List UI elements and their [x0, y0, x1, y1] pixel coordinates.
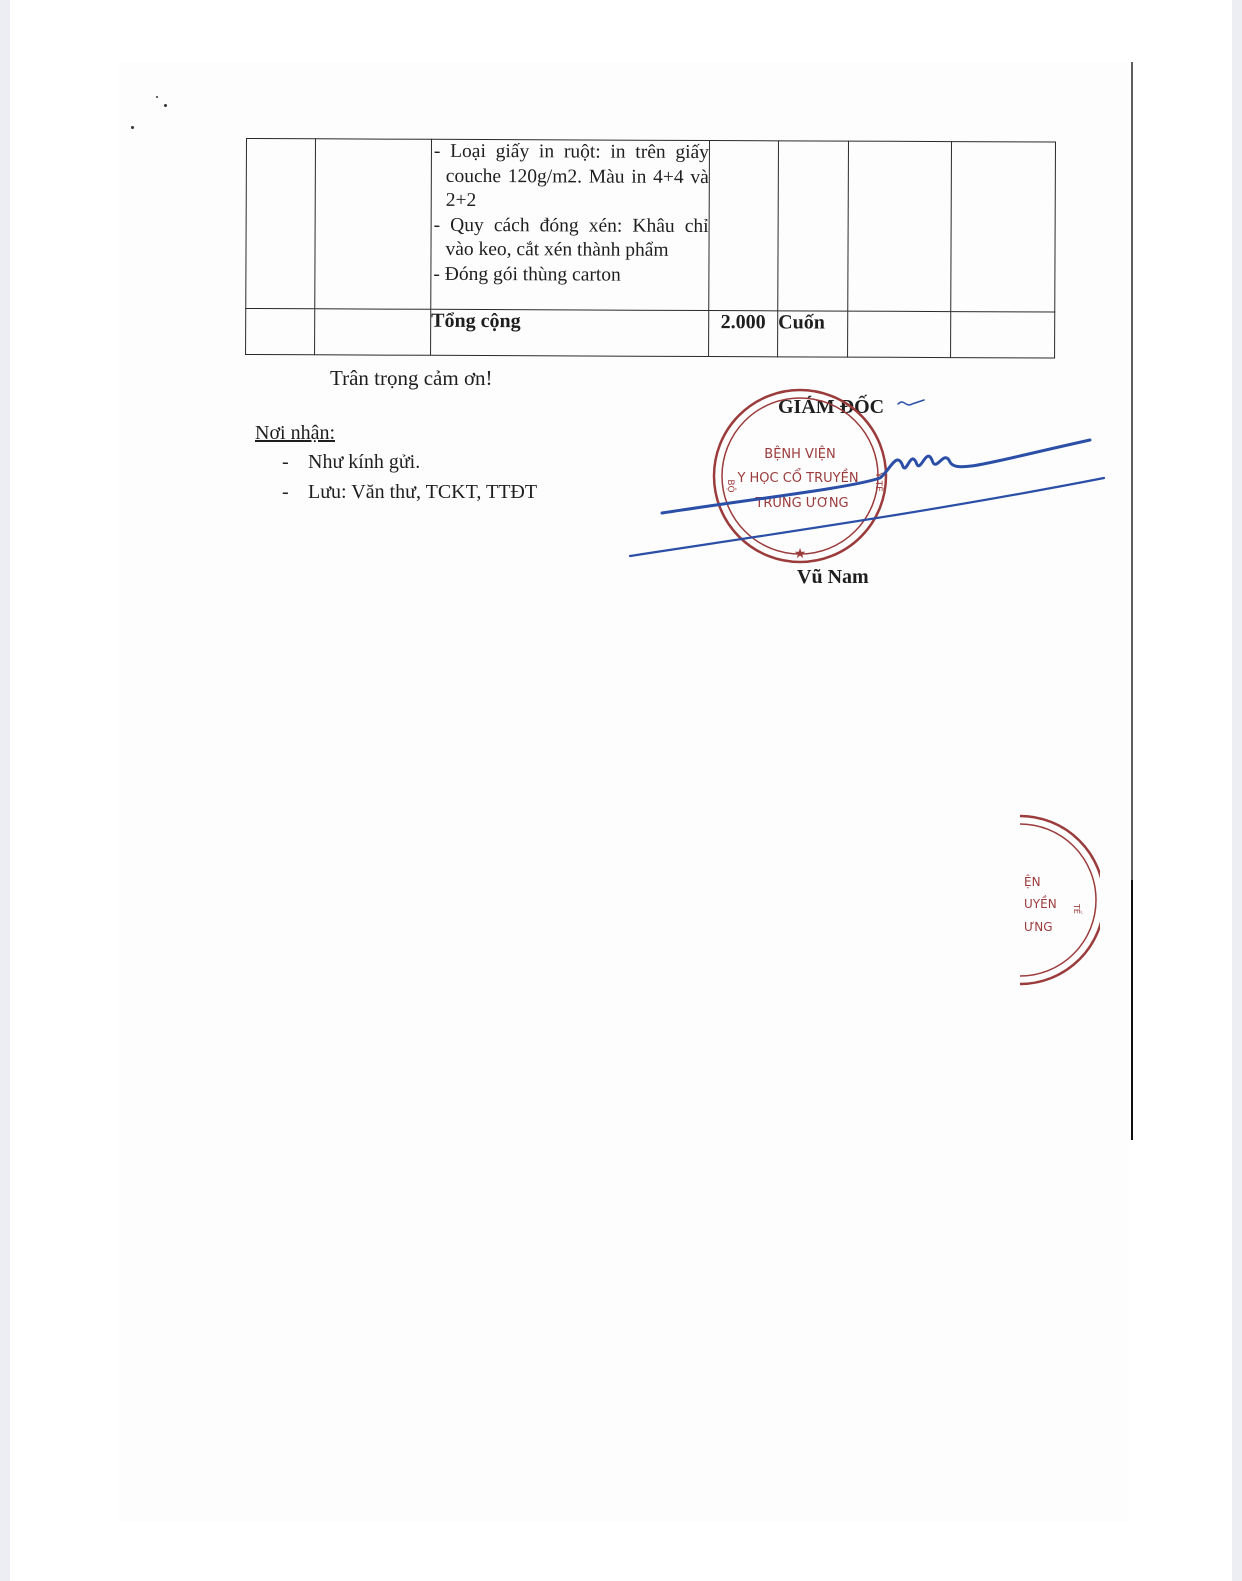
- spec-line: - Quy cách đóng xén: Khâu chỉ vào keo, cắt xén thành phẩm: [433, 214, 709, 261]
- total-label: Tổng cộng: [431, 309, 709, 356]
- stamp-line: TRUNG ƯƠNG: [755, 496, 849, 511]
- signature-stroke: [898, 400, 924, 405]
- stamp-line: BỆNH VIỆN: [764, 447, 836, 462]
- list-item: - Lưu: Văn thư, TCKT, TTĐT: [282, 481, 538, 503]
- signer-title: GIÁM ĐỐC: [778, 396, 885, 418]
- signer-name: Vũ Nam: [797, 566, 869, 588]
- total-quantity: 2.000: [709, 311, 778, 357]
- signature-stroke: [630, 478, 1104, 556]
- stamp-side-text: BỘ: [725, 479, 735, 493]
- stamp-line: Y HỌC CỔ TRUYỀN: [737, 471, 859, 486]
- spec-line: - Loại giấy in ruột: in trên giấy couche 120g/m2. Màu in 4+4 và 2+2: [433, 140, 709, 212]
- stamp-fragment: ƯNG: [1024, 920, 1053, 934]
- list-item: - Như kính gửi.: [282, 451, 421, 473]
- star-icon: ★: [793, 546, 807, 562]
- stamp-side-text: TẾ: [1072, 904, 1081, 914]
- stamp-side-text: Y TẾ: [873, 472, 883, 492]
- spec-line: - Đóng gói thùng carton: [433, 263, 621, 286]
- recipient-text: Như kính gửi.: [308, 451, 421, 473]
- signature-stroke: [662, 440, 1090, 513]
- stamp-fragment: UYỀN: [1024, 897, 1057, 911]
- recipient-text: Lưu: Văn thư, TCKT, TTĐT: [308, 481, 538, 503]
- closing-text: Trân trọng cảm ơn!: [330, 366, 493, 390]
- total-unit: Cuốn: [778, 311, 848, 357]
- stamp-fragment: ỆN: [1024, 875, 1041, 889]
- recipients-label: Nơi nhận:: [255, 422, 336, 444]
